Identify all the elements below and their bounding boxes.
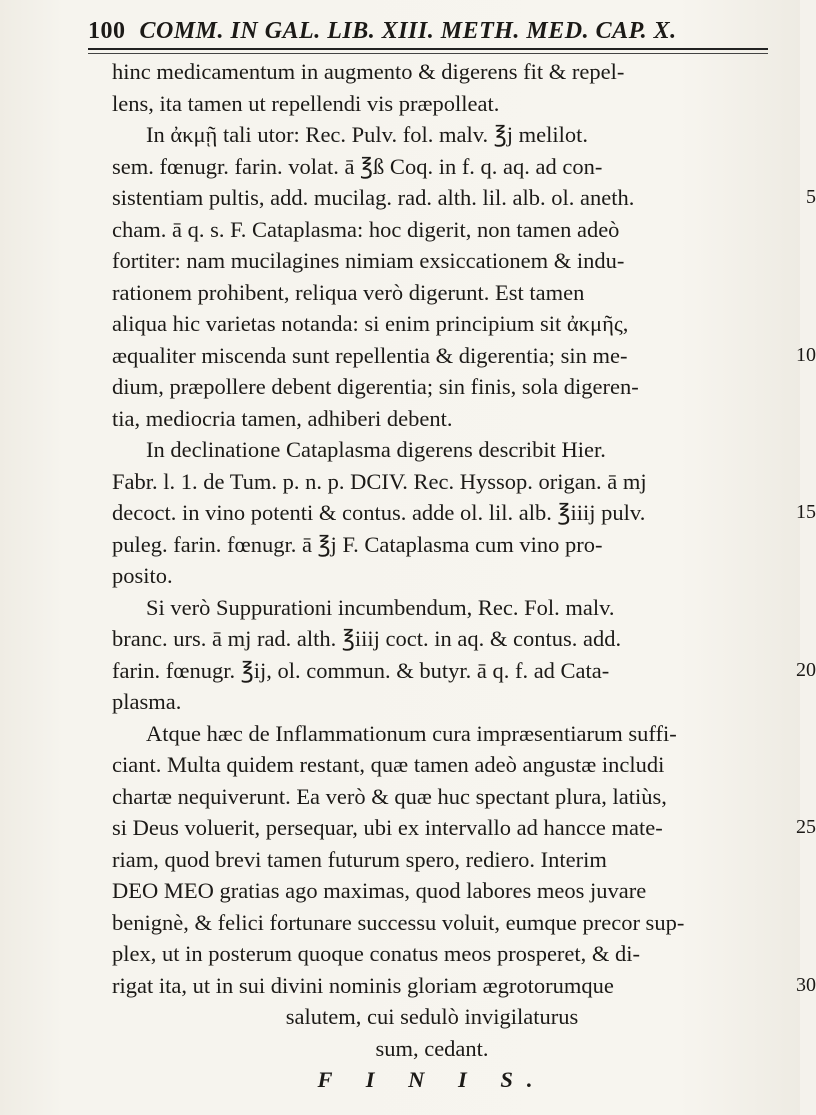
text-line: In ἀκμῇ tali utor: Rec. Pulv. fol. malv. ℥j melilot. (146, 122, 588, 147)
text-line: Si verò Suppurationi incumbendum, Rec. Fol. malv. (146, 594, 615, 620)
text-line: puleg. farin. fœnugr. ā ℥j F. Cataplasma cum vino pro- (112, 531, 603, 557)
line-number: 25 (796, 816, 816, 838)
text-line: aliqua hic varietas notanda: si enim principium sit ἀκμῆς, (112, 311, 629, 336)
page-number: 100 (88, 18, 126, 44)
text-line: DEO MEO gratias ago maximas, quod labores meos juvare (112, 878, 647, 903)
text-line: sum, cedant. (375, 1035, 489, 1061)
line-number: 5 (806, 186, 816, 208)
text-line: rationem prohibent, reliqua verò digerunt. Est tamen (112, 279, 585, 305)
text-line: rigat ita, ut in sui divini nominis gloriam ægrotorumque 30 (112, 970, 752, 1002)
text-line: sistentiam pultis, add. mucilag. rad. alth. lil. alb. ol. aneth. 5 (112, 182, 752, 214)
text-line: farin. fœnugr. ℥ij, ol. commun. & butyr. ā q. f. ad Cata- 20 (112, 655, 752, 687)
text-line: sem. fœnugr. farin. volat. ā ℥ß Coq. in f. q. aq. ad con- (112, 153, 603, 179)
line-number: 15 (796, 501, 816, 523)
text-line: ciant. Multa quidem restant, quæ tamen adeò angustæ includi (112, 752, 665, 777)
text-line: cham. ā q. s. F. Cataplasma: hoc digerit, non tamen adeò (112, 216, 620, 242)
text-line: Atque hæc de Inflammationum cura impræsentiarum suffi- (146, 720, 677, 746)
text-line: In declinatione Cataplasma digerens describit Hier. (146, 437, 606, 462)
finis-line: F I N I S. (317, 1067, 547, 1092)
text-line: fortiter: nam mucilagines nimiam exsiccationem & indu- (112, 248, 625, 273)
text-line: branc. urs. ā mj rad. alth. ℥iiij coct. in aq. & contus. add. (112, 626, 622, 651)
text-line: decoct. in vino potenti & contus. adde ol. lil. alb. ℥iiij pulv. 15 (112, 497, 752, 529)
running-title: COMM. IN GAL. LIB. XIII. METH. MED. CAP. X. (139, 18, 677, 44)
line-number: 10 (796, 343, 816, 366)
text-line: lens, ita tamen ut repellendi vis præpolleat. (112, 90, 500, 116)
text-line: æqualiter miscenda sunt repellentia & digerentia; sin me- 10 (112, 340, 752, 372)
text-line: plex, ut in posterum quoque conatus meos prosperet, & di- (112, 941, 641, 966)
body-text (112, 56, 816, 1096)
text-line: Fabr. l. 1. de Tum. p. n. p. DCIV. Rec. Hyssop. origan. ā mj (112, 468, 647, 494)
text-line: benignè, & felici fortunare successu voluit, eumque precor sup- (112, 909, 685, 935)
text-line: si Deus voluerit, persequar, ubi ex intervallo ad hancce mate- 25 (112, 812, 752, 844)
text-line: tia, mediocria tamen, adhiberi debent. (112, 405, 453, 431)
line-number: 20 (796, 658, 816, 681)
text-line: posito. (112, 563, 173, 588)
header-rule (88, 48, 768, 54)
text-line: riam, quod brevi tamen futurum spero, rediero. Interim (112, 846, 607, 872)
text-line: chartæ nequiverunt. Ea verò & quæ huc spectant plura, latiùs, (112, 783, 667, 809)
text-line: hinc medicamentum in augmento & digerens fit & repel- (112, 59, 625, 84)
text-line: plasma. (112, 689, 182, 714)
text-line: dium, præpollere debent digerentia; sin finis, sola digeren- (112, 374, 639, 399)
text-line: salutem, cui sedulò invigilaturus (285, 1004, 579, 1029)
line-number: 30 (796, 973, 816, 996)
